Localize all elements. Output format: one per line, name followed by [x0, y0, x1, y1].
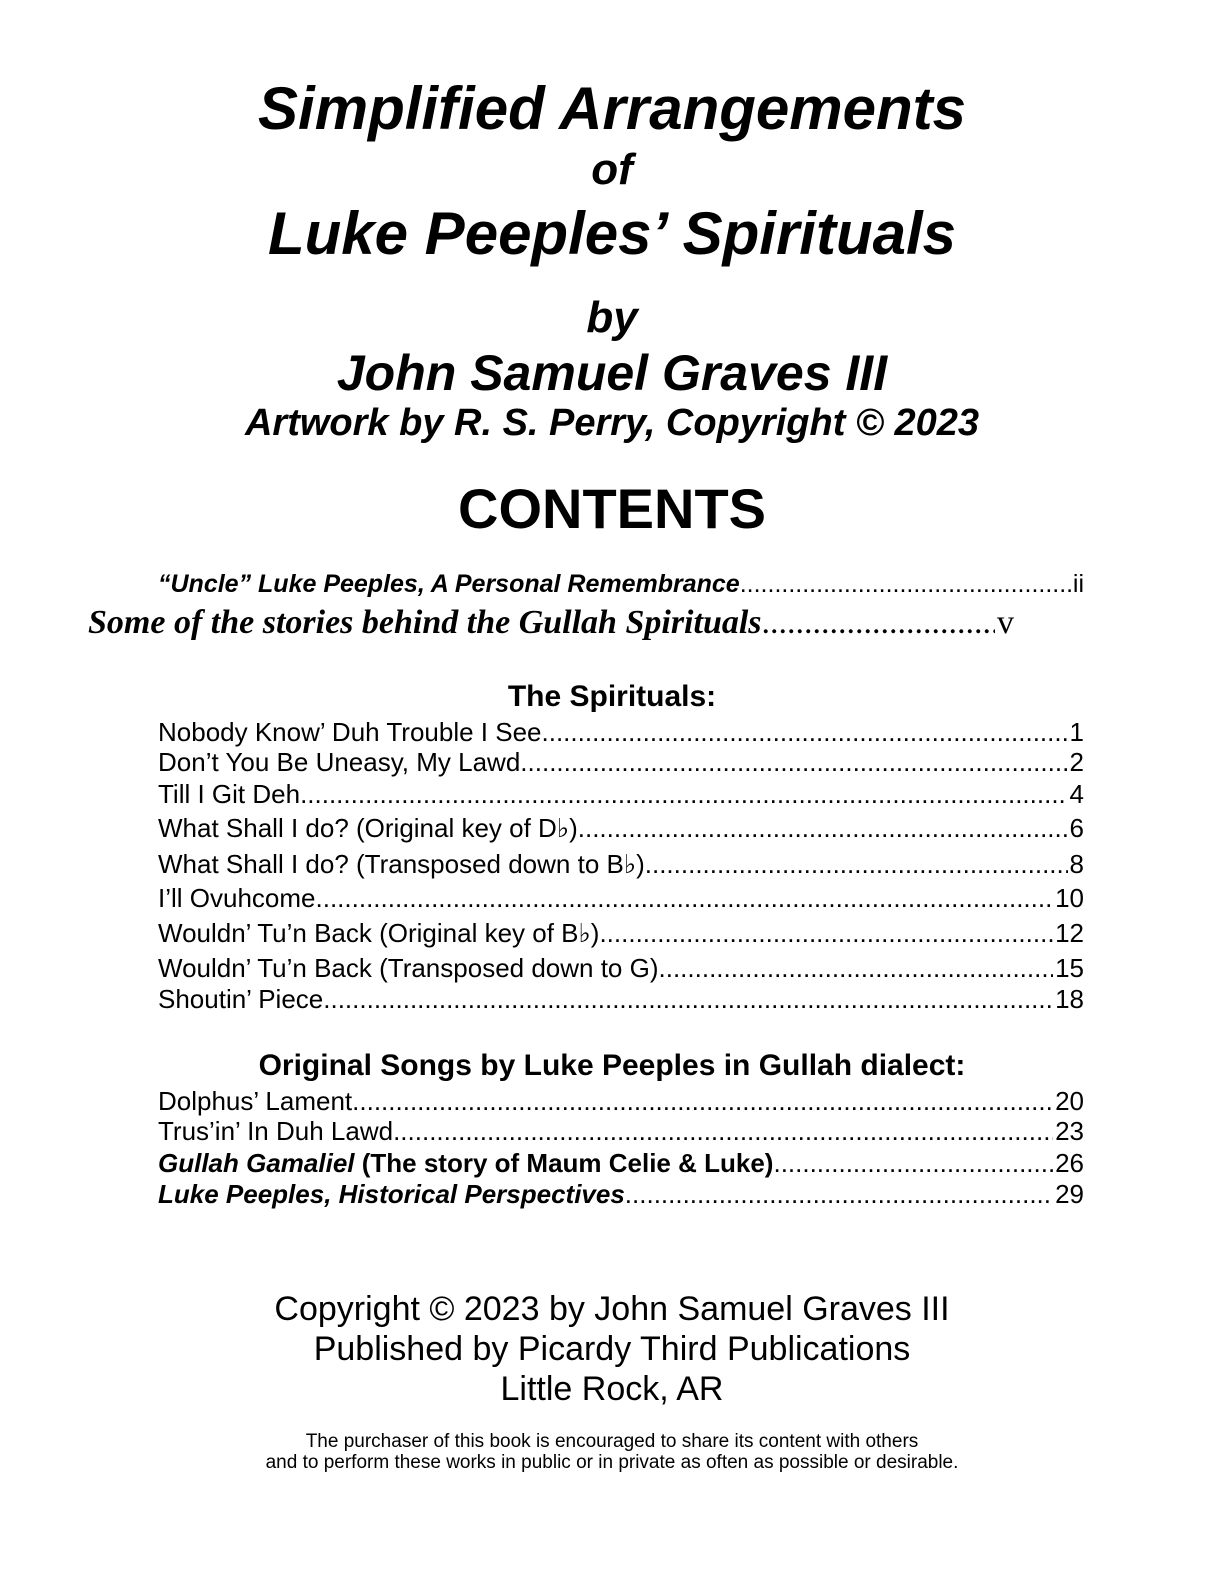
- toc-leader-dots: [323, 983, 1053, 1015]
- toc-entry-page: 8: [1069, 849, 1084, 879]
- toc-entry-label-italic: Gullah Gamaliel: [158, 1148, 355, 1178]
- toc-leader-dots: [645, 848, 1068, 880]
- toc-entry-page: v: [997, 604, 1014, 641]
- toc-entry-label: Nobody Know’ Duh Trouble I See: [158, 717, 542, 747]
- toc-entry-page: 1: [1069, 717, 1084, 747]
- toc-entry-page: 12: [1055, 918, 1084, 948]
- toc-entry[interactable]: [158, 917, 1084, 949]
- toc-entry[interactable]: [158, 952, 1084, 984]
- toc-entry-label: Luke Peeples, Historical Perspectives: [158, 1179, 625, 1209]
- toc-entry-label: “Uncle” Luke Peeples, A Personal Remembrance: [158, 570, 740, 598]
- toc-entry-label: Wouldn’ Tu’n Back (Original key of B♭): [158, 918, 600, 948]
- toc-entry-page: 10: [1055, 883, 1084, 913]
- toc-entry-page: 20: [1055, 1086, 1084, 1116]
- toc-entry[interactable]: [158, 716, 1084, 748]
- copyright-line: Copyright © 2023 by John Samuel Graves III: [274, 1290, 950, 1328]
- toc-entry-page: 18: [1055, 984, 1084, 1014]
- toc-entry-historical-perspectives[interactable]: [158, 1178, 1084, 1210]
- toc-entry-page: 4: [1069, 779, 1084, 809]
- toc-leader-dots: [659, 952, 1054, 984]
- toc-leader-dots: [773, 1147, 1053, 1179]
- toc-entry-page: 26: [1055, 1148, 1084, 1178]
- toc-leader-dots: [599, 917, 1053, 949]
- toc-entry[interactable]: [158, 1085, 1084, 1117]
- toc-leader-dots: [393, 1115, 1053, 1147]
- toc-leader-dots: [762, 602, 995, 644]
- toc-entry-label: Shoutin’ Piece: [158, 984, 324, 1014]
- toc-entry-page: 15: [1055, 953, 1084, 983]
- toc-entry-page: ii: [1072, 570, 1084, 598]
- title-line-2: of: [591, 145, 633, 194]
- toc-leader-dots: [740, 566, 1071, 602]
- toc-entry[interactable]: [158, 983, 1084, 1015]
- toc-entry-label: What Shall I do? (Original key of D♭): [158, 813, 578, 843]
- toc-leader-dots: [520, 746, 1067, 778]
- toc-entry-label: Some of the stories behind the Gullah Spirituals: [88, 604, 762, 641]
- toc-entry-label: Till I Git Deh: [158, 779, 301, 809]
- section-heading-spirituals: The Spirituals:: [507, 680, 717, 713]
- toc-leader-dots: [542, 716, 1068, 748]
- artwork-credit: Artwork by R. S. Perry, Copyright © 2023: [244, 402, 980, 444]
- toc-entry-page: 23: [1055, 1116, 1084, 1146]
- toc-entry-label: Don’t You Be Uneasy, My Lawd: [158, 747, 521, 777]
- toc-leader-dots: [578, 812, 1068, 844]
- publisher-line: Published by Picardy Third Publications: [313, 1330, 911, 1368]
- toc-entry-gullah-gamaliel[interactable]: [158, 1147, 1084, 1179]
- toc-entry-page: 6: [1069, 813, 1084, 843]
- toc-entry-stories[interactable]: [88, 602, 1014, 644]
- sharing-note-line-1: The purchaser of this book is encouraged to share its content with others: [305, 1431, 919, 1452]
- toc-entry[interactable]: [158, 1115, 1084, 1147]
- title-line-3: Luke Peeples’ Spirituals: [267, 200, 957, 267]
- toc-entry-label: Wouldn’ Tu’n Back (Transposed down to G): [158, 953, 659, 983]
- toc-entry-label: Trus’in’ In Duh Lawd: [158, 1116, 394, 1146]
- toc-entry-remembrance[interactable]: [158, 566, 1084, 602]
- toc-entry-label: What Shall I do? (Transposed down to B♭): [158, 849, 645, 879]
- toc-leader-dots: [625, 1178, 1053, 1210]
- toc-entry[interactable]: [158, 778, 1084, 810]
- toc-entry-label: Dolphus’ Lament: [158, 1086, 353, 1116]
- toc-entry-page: 2: [1069, 747, 1084, 777]
- toc-entry-label: [158, 1147, 773, 1179]
- toc-entry[interactable]: [158, 746, 1084, 778]
- title-line-1: Simplified Arrangements: [258, 75, 966, 142]
- toc-leader-dots: [352, 1085, 1053, 1117]
- toc-entry[interactable]: [158, 812, 1084, 844]
- toc-leader-dots: [300, 778, 1067, 810]
- toc-entry[interactable]: [158, 848, 1084, 880]
- section-heading-original-songs: Original Songs by Luke Peeples in Gullah dialect:: [258, 1049, 966, 1082]
- toc-entry-page: 29: [1055, 1179, 1084, 1209]
- byline-by: by: [586, 293, 638, 342]
- location-line: Little Rock, AR: [500, 1370, 724, 1408]
- toc-entry-label: I’ll Ovuhcome: [158, 883, 316, 913]
- sharing-note-line-2: and to perform these works in public or in private as often as possible or desirable.: [265, 1452, 959, 1473]
- toc-entry[interactable]: [158, 882, 1084, 914]
- contents-heading: CONTENTS: [458, 477, 766, 540]
- author-name: John Samuel Graves III: [336, 345, 888, 401]
- toc-leader-dots: [316, 882, 1054, 914]
- toc-entry-label-rest: (The story of Maum Celie & Luke): [354, 1148, 774, 1178]
